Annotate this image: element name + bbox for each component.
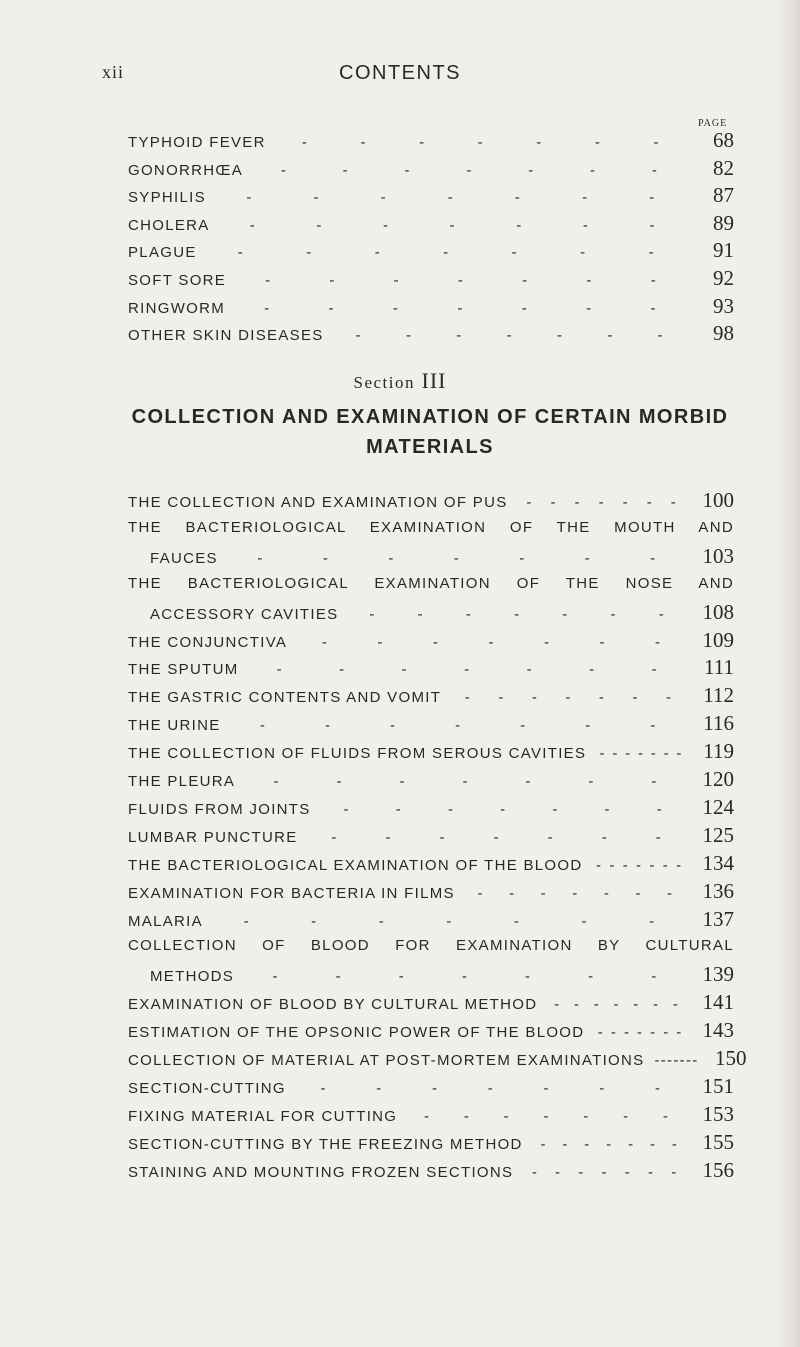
toc-leader-dashes: - - - - - - - [272,968,658,986]
toc-entry-title: ACCESSORY CAVITIES [150,605,339,623]
toc-entry-title: THE BACTERIOLOGICAL EXAMINATION OF THE NOSE AND [128,574,734,592]
toc-entry-page: 119 [703,739,734,764]
toc-entry-title: COLLECTION OF BLOOD FOR EXAMINATION BY CULTURAL [128,937,734,955]
toc-entry-page: 89 [713,210,734,235]
toc-leader-dashes: - - - - - - - [264,299,657,317]
toc-entry [128,906,734,932]
toc-entry-title: RINGWORM [128,299,226,317]
toc-entry [128,741,734,764]
toc-entry [128,268,734,291]
toc-entry-title: SYPHILIS [128,189,206,207]
toc-entry-line1 [128,518,734,538]
toc-entry [128,850,734,876]
toc-entry-title: FLUIDS FROM JOINTS [128,800,311,818]
toc-entry-page: 136 [702,878,734,903]
toc-entry-title: MALARIA [128,912,203,930]
toc-entry-title: COLLECTION OF MATERIAL AT POST-MORTEM EXAMINATIONS [128,1052,645,1069]
toc-leader-dashes: - - - - - - - [246,189,656,207]
toc-entry-title: SOFT SORE [128,272,227,289]
section-word: Section [353,373,415,392]
toc-entry-title: THE PLEURA [128,773,236,790]
toc-entry [128,627,734,653]
toc-leader-dashes: - - - - - - - [554,996,680,1014]
toc-leader-dashes: - - - - - - - [280,161,659,179]
section-title: COLLECTION AND EXAMINATION OF CERTAIN MORBID MATERIALS [131,406,729,458]
toc-entry-page: 125 [702,822,734,847]
toc-entry-title: EXAMINATION FOR BACTERIA IN FILMS [128,884,455,902]
toc-entry [128,1129,734,1155]
toc-leader-dashes: - - - - - - - [599,745,683,763]
toc-leader-dashes: - - - - - - - [540,1135,679,1153]
toc-entry [128,293,734,319]
toc-entry-page: 68 [713,128,734,152]
toc-leader-dashes: - - - - - - - [369,605,666,623]
toc-entry [128,210,734,236]
toc-leader-dashes: - - - - - - - [265,272,657,289]
toc-leader-dashes: - - - - - - - [424,1107,670,1125]
toc-entry [128,185,734,208]
running-head: CONTENTS [339,62,461,84]
toc-entry-page: 153 [702,1101,734,1126]
toc-entry-title: PLAGUE [128,244,197,262]
toc-entry-page: 151 [702,1073,734,1098]
toc-leader-dashes: - - - - - - - [331,828,663,846]
toc-entry-title: THE URINE [128,717,221,735]
toc-entry [128,713,734,736]
toc-leader-dashes: - - - - - - - [477,884,674,902]
toc-leader-dashes: - - - - - - - [249,216,656,234]
toc-entry-page: 103 [702,543,734,568]
toc-entry-title: OTHER SKIN DISEASES [128,327,324,345]
toc-entry [128,1073,734,1099]
toc-entry-title: SECTION-CUTTING BY THE FREEZING METHOD [128,1135,523,1153]
toc-entry-page: 93 [713,293,734,318]
toc-entry [128,992,734,1015]
toc-entry-line1 [128,574,734,594]
toc-entry-title: THE GASTRIC CONTENTS AND VOMIT [128,689,442,707]
toc-entry-page: 92 [713,266,734,290]
toc-leader-dashes: - - - - - - - [321,633,662,651]
toc-entry [128,1157,734,1183]
toc-entry [128,878,734,904]
toc-leader-dashes: - - - - - - - [243,912,656,930]
toc-entry-title: EXAMINATION OF BLOOD BY CULTURAL METHOD [128,996,538,1014]
toc-entry-title: CHOLERA [128,216,210,234]
toc-entry-page: 141 [702,990,734,1015]
toc-entry-page: 98 [713,321,734,346]
toc-entry [128,794,734,820]
toc-entry-title: THE COLLECTION OF FLUIDS FROM SEROUS CAVITIES [128,745,587,763]
toc-entry [128,490,734,513]
toc-leader-dashes: - - - - - - - [355,327,664,345]
toc-leader-dashes: - - - - - - - [259,717,657,735]
toc-entry-title: THE COLLECTION AND EXAMINATION OF PUS [128,494,508,511]
toc-entry-page: 155 [702,1129,734,1154]
toc-entry-page: 156 [702,1157,734,1182]
toc-leader-dashes: - - - - - - - [597,1024,683,1042]
toc-entry [128,130,734,153]
toc-entry-line1 [128,936,734,956]
toc-leader-dashes: - - - - - - - [464,689,673,707]
section-number: III [421,368,447,393]
toc-leader-dashes: - - - - - - - [596,856,683,874]
toc-leader-dashes: - - - - - - - [237,244,655,262]
toc-entry [128,1020,734,1043]
toc-entry-page: 116 [703,711,734,736]
toc-leader-dashes: - - - - - - - [531,1163,678,1181]
toc-entry-title: METHODS [150,968,235,986]
toc-leader-dashes: - - - - - - - [654,1052,699,1069]
toc-entry-page: 91 [713,238,734,263]
toc-entry-page: 137 [702,906,734,931]
toc-entry [128,685,734,708]
toc-entry [128,1101,734,1127]
page-edge-shadow [778,0,800,1347]
toc-entry [128,599,734,625]
toc-leader-dashes: - - - - - - - [301,134,660,151]
toc-entry-title: FIXING MATERIAL FOR CUTTING [128,1107,398,1125]
toc-entry-page: 134 [702,850,734,875]
toc-entry-page: 120 [702,767,734,791]
toc-entry-page: 100 [702,488,734,512]
toc-entry-page: 124 [702,794,734,819]
toc-entry-page: 111 [704,655,734,680]
toc-entry [128,323,734,346]
toc-entry-page: 82 [713,155,734,180]
toc-leader-dashes: - - - - - - - [343,800,664,818]
toc-entry-title: STAINING AND MOUNTING FROZEN SECTIONS [128,1163,514,1181]
toc-entry-title: ESTIMATION OF THE OPSONIC POWER OF THE BLOOD [128,1024,585,1042]
toc-entry-page: 87 [713,183,734,208]
toc-entry [128,155,734,181]
toc-entry [128,1046,747,1071]
toc-entry-title: FAUCES [150,549,218,567]
toc-entry [128,964,734,987]
toc-entry [128,657,734,680]
toc-entry [128,543,734,569]
toc-entry-title: SECTION-CUTTING [128,1079,286,1097]
toc-entry [128,240,734,263]
toc-entry [128,822,734,848]
page-number: xii [102,62,125,82]
toc-leader-dashes: - - - - - - - [276,661,658,679]
toc-entry-page: 139 [702,962,734,987]
toc-entry-page: 143 [702,1018,734,1043]
toc-leader-dashes: - - - - - - - [526,494,678,511]
toc-entry-page: 150 [715,1046,747,1070]
toc-entry-title: GONORRHŒA [128,161,244,179]
toc-entry-title: THE CONJUNCTIVA [128,633,288,651]
toc-entry-title: THE BACTERIOLOGICAL EXAMINATION OF THE BLOOD [128,856,583,874]
toc-entry-title: THE BACTERIOLOGICAL EXAMINATION OF THE MOUTH AND [128,518,734,536]
toc-leader-dashes: - - - - - - - [320,1079,662,1097]
toc-entry-page: 109 [702,627,734,652]
toc-entry-title: THE SPUTUM [128,661,239,679]
toc-entry-page: 112 [703,683,734,708]
toc-entry-title: TYPHOID FEVER [128,134,266,151]
toc-entry-title: LUMBAR PUNCTURE [128,828,298,846]
toc-entry [128,769,734,792]
section-heading [0,368,800,394]
toc-entry-page: 108 [702,599,734,624]
toc-leader-dashes: - - - - - - - [257,549,657,567]
toc-leader-dashes: - - - - - - - [273,773,658,790]
page-column-label: PAGE [698,118,728,129]
